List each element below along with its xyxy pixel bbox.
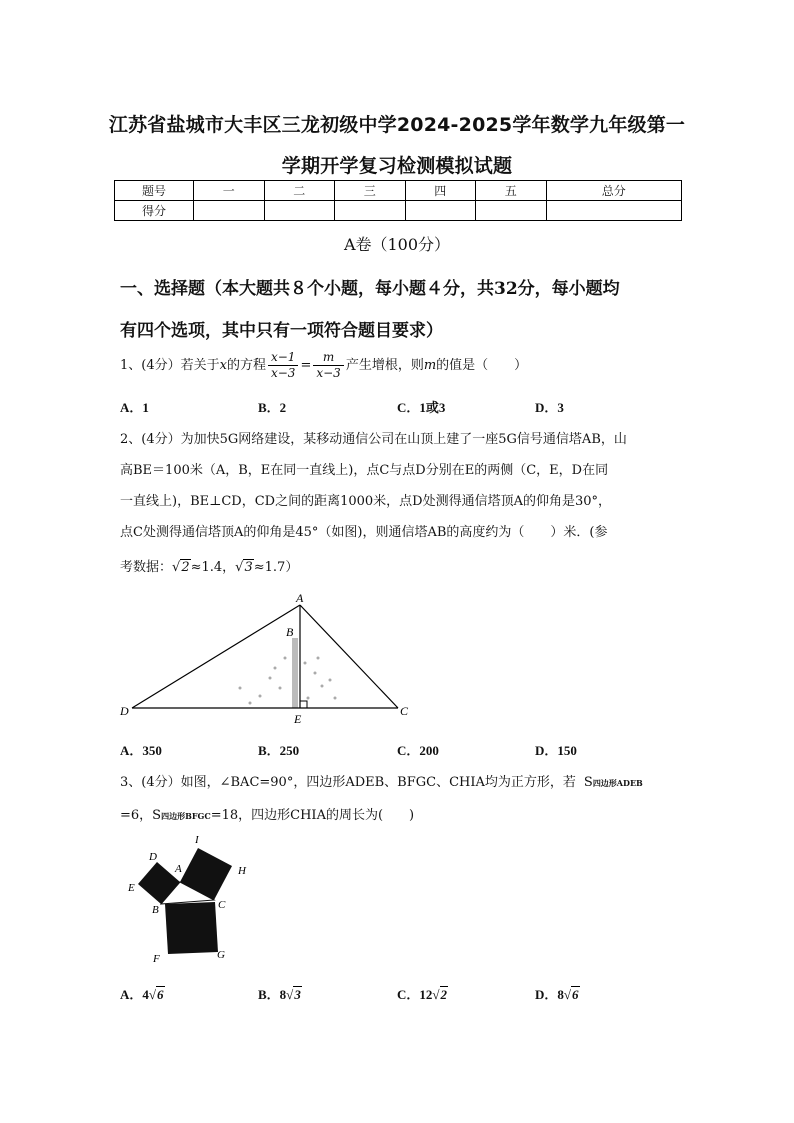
q1-option-a[interactable]: A．1 — [120, 400, 149, 415]
volume-title: A卷（100分） — [343, 235, 451, 254]
score-header-cell: 一 — [194, 181, 265, 201]
score-header-cell: 五 — [476, 181, 547, 201]
score-header-cell: 三 — [335, 181, 406, 201]
score-cell — [546, 201, 682, 221]
q3-option-d-radicand: 6 — [572, 987, 579, 1002]
q3-line2 — [120, 804, 414, 823]
exam-title-line2: 学期开学复习检测模拟试题 — [281, 155, 513, 177]
q3-label-e: E — [128, 882, 135, 894]
score-header-cell: 四 — [405, 181, 476, 201]
q1-suffix1: 产生增根，则 — [345, 358, 424, 373]
q2-label-c: C — [400, 704, 409, 718]
q2-line4: 点C处测得通信塔顶A的仰角是45°（如图)，则通信塔AB的高度约为（ ）米．(参 — [120, 525, 608, 540]
q3-label-f: F — [153, 953, 160, 965]
q2-label-b: B — [286, 625, 294, 639]
score-cell — [335, 201, 406, 221]
q3-option-c-radicand: 2 — [440, 987, 448, 1002]
q3-label-c: C — [218, 899, 226, 911]
q3-s1-letter: S — [583, 775, 593, 790]
q2-ref2-value: ≈1.7） — [253, 560, 299, 575]
question-1 — [120, 350, 527, 381]
section1-heading-line2: 有四个选项，其中只有一项符合题目要求） — [120, 321, 443, 341]
q3-option-d[interactable] — [535, 984, 580, 1003]
q2-option-c[interactable]: C．200 — [397, 743, 439, 758]
q1-option-d[interactable]: D．3 — [535, 400, 564, 415]
q1-option-c[interactable]: C．1或3 — [397, 400, 446, 415]
score-table-header-row — [115, 181, 682, 201]
q3-text-line1: 3、(4分）如图，∠BAC=90°，四边形ADEB、BFGC、CHIA均为正方形，若 — [120, 775, 576, 790]
q2-right-angle-mark — [300, 701, 307, 708]
q3-label-b: B — [152, 904, 159, 916]
score-row-label: 得分 — [115, 201, 194, 221]
score-header-cell: 题号 — [115, 181, 194, 201]
score-table-score-row — [115, 201, 682, 221]
q3-label-h: H — [238, 865, 246, 877]
q2-line-ac — [300, 605, 398, 708]
q3-option-c-prefix: C．12 — [397, 987, 433, 1002]
q3-option-a-prefix: A．4 — [120, 987, 149, 1002]
score-cell — [405, 201, 476, 221]
q2-label-e: E — [294, 712, 302, 726]
q1-frac1-numerator: x−1 — [268, 350, 298, 366]
q3-text-line2b: =18，四边形CHIA的周长为( ) — [210, 808, 415, 823]
q2-option-a[interactable]: A．350 — [120, 743, 162, 758]
score-cell — [264, 201, 335, 221]
q1-var-x: x — [219, 358, 227, 373]
q2-label-a: A — [296, 591, 304, 605]
q3-option-b-radicand: 3 — [294, 987, 301, 1002]
score-cell — [476, 201, 547, 221]
q1-option-b[interactable]: B．2 — [258, 400, 287, 415]
q1-frac2-denominator: x−3 — [316, 366, 341, 380]
q3-square-bfgc — [165, 902, 218, 954]
q2-figure-triangle — [110, 588, 420, 728]
q3-text-line2a: =6，S — [120, 808, 162, 823]
section1-heading-line1: 一、选择题（本大题共８个小题，每小题４分，共32分，每小题均 — [120, 279, 620, 299]
q3-label-g: G — [217, 949, 225, 961]
q1-frac2-numerator: m — [313, 350, 343, 366]
q3-option-a-radicand: 6 — [157, 987, 164, 1002]
q2-line3: 一直线上)，BE⊥CD，CD之间的距离1000米，点D处测得通信塔顶A的仰角是30°， — [120, 494, 612, 509]
q3-option-c[interactable] — [397, 984, 448, 1003]
q1-mid: 的方程 — [226, 358, 266, 373]
q3-s1-subscript: 四边形ADEB — [592, 778, 643, 788]
q1-equals: = — [300, 358, 312, 373]
sqrt-symbol: √6 — [148, 987, 164, 1002]
sqrt-symbol: √3 — [286, 987, 301, 1002]
q2-ref1-value: ≈1.4， — [190, 560, 236, 575]
q3-line1 — [120, 771, 643, 790]
q3-label-a: A — [175, 863, 182, 875]
q2-figure-noise — [239, 638, 337, 708]
q1-fraction-left — [268, 350, 298, 381]
q3-s2-subscript: 四边形BFGC — [161, 811, 211, 821]
q1-frac1-denominator: x−3 — [270, 366, 296, 380]
q2-line1: 2、(4分）为加快5G网络建设，某移动通信公司在山顶上建了一座5G信号通信塔AB，山 — [120, 432, 627, 447]
q2-ref1-radicand: 2 — [181, 560, 190, 575]
q3-option-b-prefix: B．8 — [258, 987, 287, 1002]
q2-line-da — [132, 605, 300, 708]
q2-label-d: D — [120, 704, 129, 718]
q3-option-d-prefix: D．8 — [535, 987, 564, 1002]
q1-var-m: m — [423, 358, 437, 373]
q2-ref-prefix: 考数据： — [120, 560, 173, 575]
q3-figure-squares — [125, 828, 265, 968]
exam-title-line1: 江苏省盐城市大丰区三龙初级中学2024-2025学年数学九年级第一 — [108, 114, 686, 136]
q3-option-b[interactable] — [258, 984, 302, 1003]
score-cell — [194, 201, 265, 221]
q3-option-a[interactable] — [120, 984, 165, 1003]
score-table — [114, 180, 682, 221]
score-header-cell: 二 — [264, 181, 335, 201]
q1-prefix: 1、(4分）若关于 — [120, 358, 220, 373]
score-header-cell: 总分 — [546, 181, 682, 201]
sqrt-symbol: √2 — [172, 560, 190, 575]
q2-option-b[interactable]: B．250 — [258, 743, 300, 758]
q2-line5 — [120, 556, 298, 575]
sqrt-symbol: √2 — [432, 987, 448, 1002]
q1-suffix2: 的值是（ ） — [436, 358, 528, 373]
sqrt-symbol: √6 — [563, 987, 579, 1002]
q3-label-i: I — [195, 834, 199, 846]
q2-ref2-radicand: 3 — [244, 560, 253, 575]
q3-label-d: D — [149, 851, 157, 863]
sqrt-symbol: √3 — [235, 560, 253, 575]
q2-line2: 高BE＝100米（A，B，E在同一直线上)，点C与点D分别在E的两侧（C，E，D在同 — [120, 463, 609, 478]
q1-fraction-right — [313, 350, 343, 381]
q2-option-d[interactable]: D．150 — [535, 743, 577, 758]
